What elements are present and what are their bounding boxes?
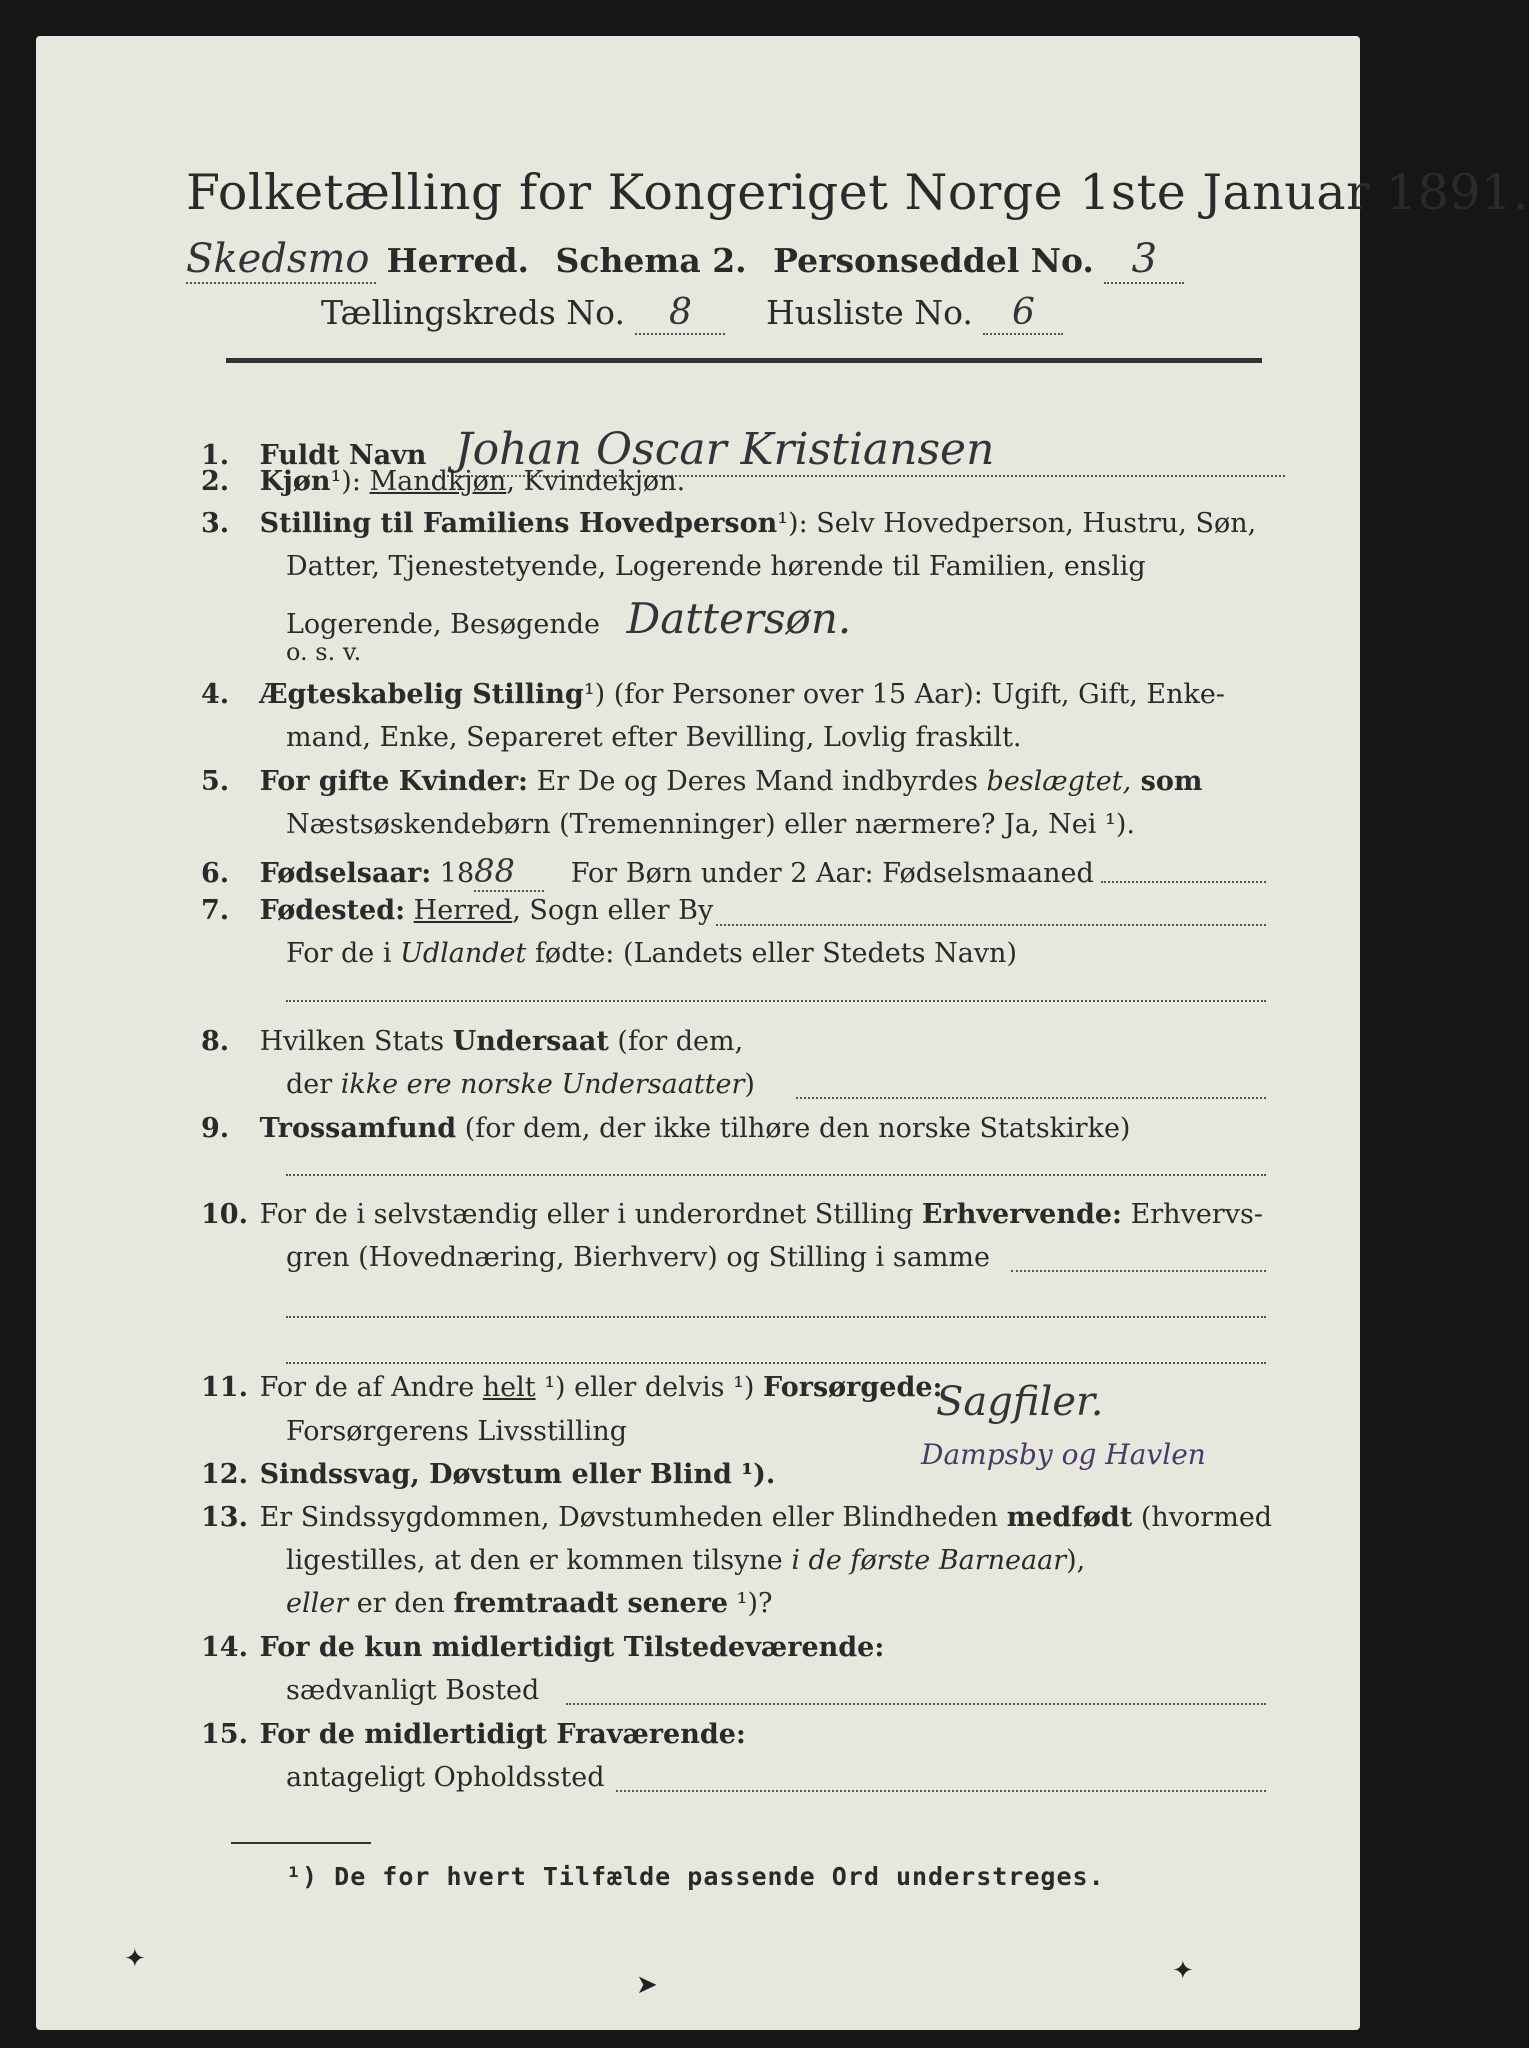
q13-text3a: eller: [286, 1588, 349, 1619]
binding-mark-right: ✦: [1172, 1956, 1194, 1986]
q3-line3: [286, 594, 851, 643]
q11-row: [201, 1372, 942, 1403]
q13-text3c: fremtraadt senere: [453, 1588, 729, 1619]
q3-text3: Logerende, Besøgende: [286, 609, 600, 640]
q3-text2: Datter, Tjenestetyende, Logerende hørende til Familien, enslig: [286, 551, 1146, 582]
q8-text1c: (for dem,: [608, 1026, 744, 1057]
q11-value1: Sagfiler.: [936, 1379, 1104, 1425]
q8-text2a: der: [286, 1069, 341, 1100]
q3-number: 3.: [201, 508, 230, 539]
q6-prefix: 18: [431, 858, 475, 889]
q15-text1: For de midlertidigt Fraværende:: [259, 1719, 746, 1750]
q8-line2: [286, 1069, 755, 1100]
q8-text2c: ): [744, 1069, 755, 1100]
q13-line3: [286, 1588, 772, 1619]
q8-number: 8.: [201, 1026, 230, 1057]
binding-mark-left: ✦: [124, 1944, 146, 1974]
q9-number: 9.: [201, 1113, 230, 1144]
q15-row: [201, 1719, 746, 1750]
husliste-label: Husliste No.: [765, 293, 973, 332]
personseddel-value: 3: [1104, 236, 1184, 284]
census-form-page: [36, 36, 1529, 2030]
herred-value: Skedsmo: [186, 236, 376, 284]
q10-text2: gren (Hovednæring, Bierhverv) og Stilling i samme: [286, 1242, 991, 1273]
q7-text2c: fødte: (Landets eller Stedets Navn): [526, 938, 1017, 969]
q5-text1c: som: [1131, 766, 1203, 797]
q14-line: [566, 1702, 1266, 1705]
q7-number: 7.: [201, 895, 230, 926]
q2-label: Kjøn: [259, 466, 331, 497]
q5-row: [201, 766, 1202, 797]
q13-text2c: ),: [1066, 1545, 1086, 1576]
q2-colon: :: [351, 466, 361, 497]
q4-label: Ægteskabelig Stilling: [259, 679, 584, 710]
q10-line1: [1011, 1269, 1266, 1272]
q9-label: Trossamfund: [259, 1113, 457, 1144]
q10-line3: [286, 1361, 1266, 1364]
q13-text2b: i de første Barneaar: [791, 1545, 1067, 1576]
q11-text1c: ¹) eller delvis ¹): [535, 1372, 764, 1403]
q1-number: 1.: [201, 440, 230, 471]
q4-text2: mand, Enke, Separeret efter Bevilling, Lovlig fraskilt.: [286, 722, 1022, 753]
q10-text1a: For de i selvstændig eller i underordnet Stilling: [259, 1199, 922, 1230]
q14-text2: sædvanligt Bosted: [286, 1675, 540, 1706]
header-rule: [226, 358, 1262, 363]
q2-rest: , Kvindekjøn.: [506, 466, 686, 497]
q5-text1: Er De og Deres Mand indbyrdes: [528, 766, 987, 797]
q11-number: 11.: [201, 1372, 248, 1403]
q1-label: Fuldt Navn: [259, 440, 427, 471]
husliste-value: 6: [983, 292, 1063, 335]
q4-text1: ¹) (for Personer over 15 Aar): Ugift, Gift, Enke-: [583, 679, 1225, 710]
q9-text1: (for dem, der ikke tilhøre den norske Statskirke): [456, 1113, 1131, 1144]
q7-text2b: Udlandet: [400, 938, 527, 969]
q8-text1b: Undersaat: [452, 1026, 609, 1057]
q15-text2: antageligt Opholdssted: [286, 1762, 605, 1793]
q6-month-line: [1101, 880, 1266, 883]
q13-text1b: medfødt: [1006, 1502, 1133, 1533]
q10-text1c: Erhvervs-: [1121, 1199, 1263, 1230]
q3-row: [201, 508, 1256, 539]
q15-number: 15.: [201, 1719, 248, 1750]
q13-line2: [286, 1545, 1085, 1576]
q7-rest: , Sogn eller By: [512, 895, 714, 926]
q13-text3b: er den: [348, 1588, 454, 1619]
q6-text2: For Børn under 2 Aar: Fødselsmaaned: [570, 858, 1094, 889]
q9-answer-line: [286, 1173, 1266, 1176]
q12-row: [201, 1459, 775, 1490]
q14-row: [201, 1632, 884, 1663]
q6-number: 6.: [201, 858, 230, 889]
q1-name-value: Johan Oscar Kristiansen: [435, 424, 1285, 477]
q10-number: 10.: [201, 1199, 248, 1230]
q3-text1: : Selv Hovedperson, Hustru, Søn,: [798, 508, 1257, 539]
kreds-value: 8: [635, 292, 725, 335]
q8-text2b: ikke ere norske Undersaatter: [340, 1069, 745, 1100]
q10-line2: [286, 1315, 1266, 1318]
q3-sup: ¹): [777, 508, 799, 539]
q4-number: 4.: [201, 679, 230, 710]
personseddel-label: Personseddel No.: [773, 241, 1094, 280]
header-line-herred: [186, 236, 1184, 284]
q3-text4: o. s. v.: [286, 638, 362, 666]
header-line-kreds: [321, 292, 1063, 335]
q2-sup: ¹): [330, 466, 352, 497]
kreds-label: Tællingskreds No.: [321, 293, 625, 332]
q11-value2: Dampsby og Havlen: [921, 1438, 1206, 1471]
q10-text1b: Erhvervende:: [921, 1199, 1122, 1230]
binding-mark-center: ➤: [636, 1970, 658, 2000]
q13-text1a: Er Sindssygdommen, Døvstumheden eller Blindheden: [259, 1502, 1007, 1533]
q8-line: [796, 1096, 1266, 1099]
form-title: Folketælling for Kongeriget Norge 1ste Januar 1891.: [186, 164, 1529, 221]
q7-line: [716, 923, 1266, 926]
q11-text1b: helt: [482, 1372, 536, 1403]
q11-text1a: For de af Andre: [259, 1372, 483, 1403]
q7-text2a: For de i: [286, 938, 401, 969]
q5-number: 5.: [201, 766, 230, 797]
q14-number: 14.: [201, 1632, 248, 1663]
q2-option-mandkjon: Mandkjøn: [369, 466, 507, 497]
q13-text2a: ligestilles, at den er kommen tilsyne: [286, 1545, 792, 1576]
q6-birthyear-value: 88: [474, 852, 544, 892]
q11-text2: Forsørgerens Livsstilling: [286, 1416, 628, 1447]
q9-row: [201, 1113, 1130, 1144]
q8-row: [201, 1026, 743, 1057]
q13-text1c: (hvormed: [1132, 1502, 1273, 1533]
q8-text1a: Hvilken Stats: [259, 1026, 453, 1057]
q13-text3d: ¹)?: [728, 1588, 773, 1619]
q2-row: [201, 466, 685, 497]
q4-row: [201, 679, 1225, 710]
q7-line2: [286, 938, 1017, 969]
herred-label: Herred.: [386, 241, 530, 280]
q6-row: [201, 852, 1094, 892]
q7-row: [201, 895, 713, 926]
q7-answer-line: [286, 999, 1266, 1002]
q12-number: 12.: [201, 1459, 248, 1490]
q7-label: Fødested:: [259, 895, 406, 926]
q3-value: Dattersøn.: [626, 594, 852, 643]
footnote: ¹) De for hvert Tilfælde passende Ord understreges.: [286, 1862, 1105, 1891]
schema-label: Schema 2.: [555, 241, 747, 280]
q11-text1d: Forsørgede:: [763, 1372, 943, 1403]
q12-text1: Sindssvag, Døvstum eller Blind ¹).: [259, 1459, 776, 1490]
q5-label: For gifte Kvinder:: [259, 766, 529, 797]
q3-label: Stilling til Familiens Hovedperson: [259, 508, 778, 539]
q15-line: [616, 1789, 1266, 1792]
q13-number: 13.: [201, 1502, 248, 1533]
q10-row: [201, 1199, 1263, 1230]
q5-text1b: beslægtet,: [986, 766, 1132, 797]
q7-option-herred: Herred: [413, 895, 513, 926]
footnote-rule: [231, 1842, 371, 1844]
q13-row: [201, 1502, 1272, 1533]
q6-label: Fødselsaar:: [259, 858, 432, 889]
q2-number: 2.: [201, 466, 230, 497]
q14-text1: For de kun midlertidigt Tilstedeværende:: [259, 1632, 885, 1663]
q5-text2: Næstsøskendebørn (Tremenninger) eller nærmere? Ja, Nei ¹).: [286, 809, 1135, 840]
